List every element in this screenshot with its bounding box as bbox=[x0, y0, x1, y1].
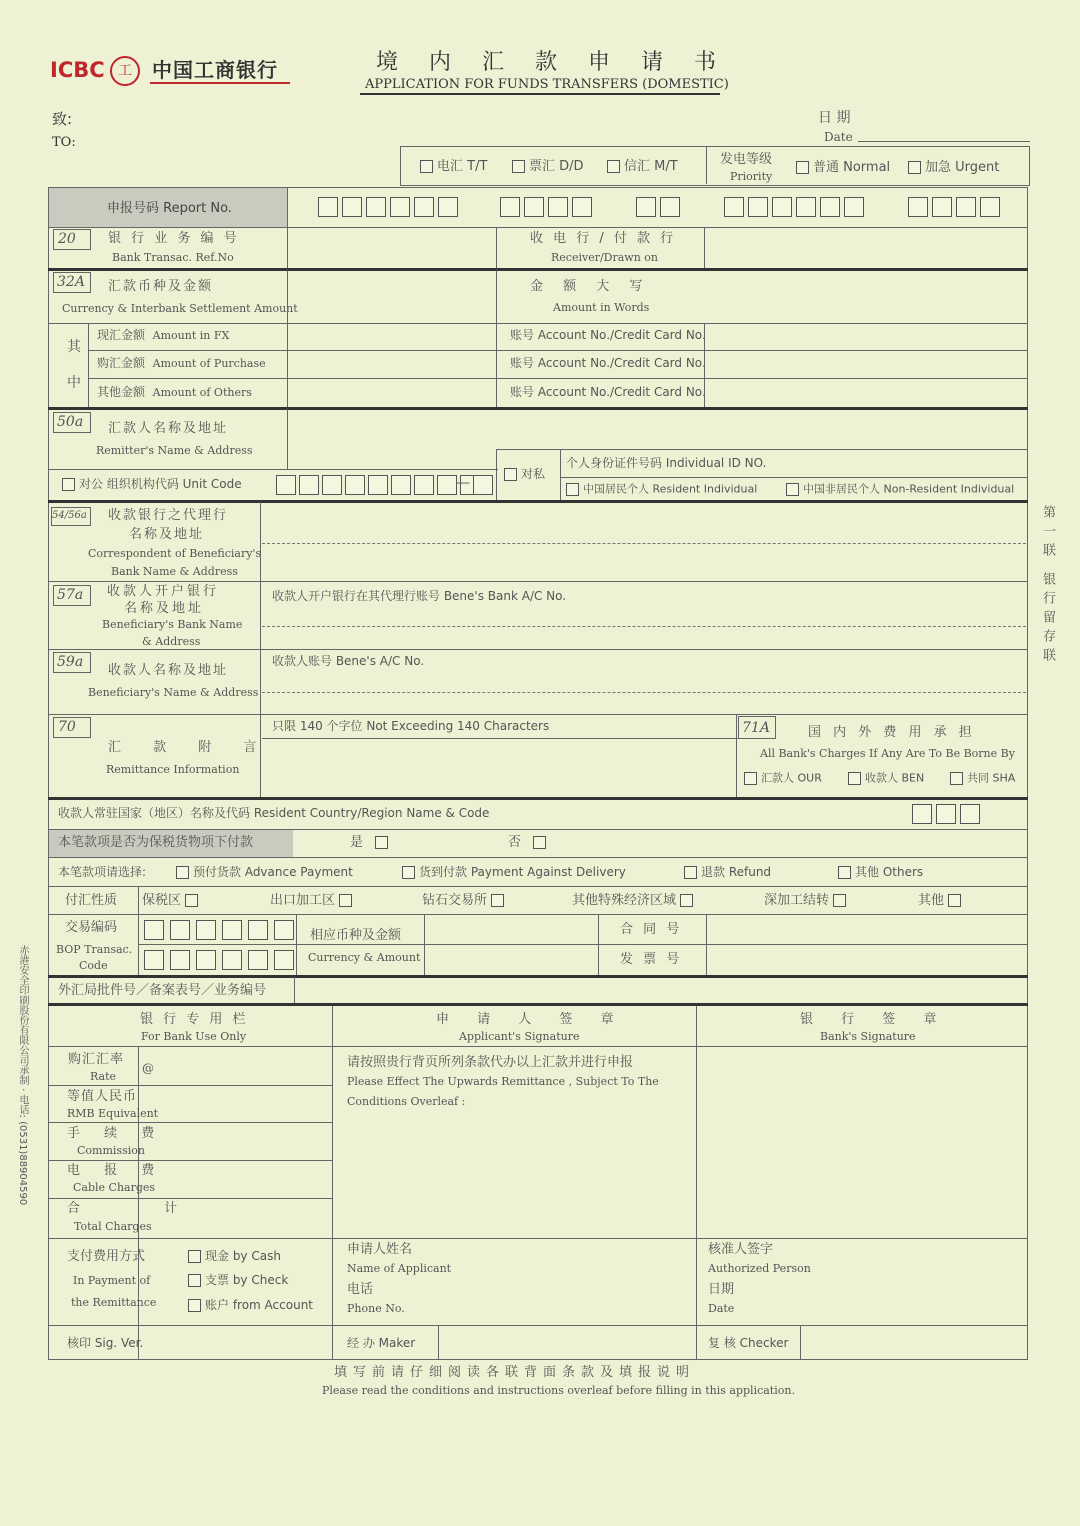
report-no-boxes-1[interactable] bbox=[318, 197, 458, 217]
sha-option[interactable]: 共同 SHA bbox=[950, 772, 1015, 785]
correspondent-label-zh-1: 收款银行之代理行 bbox=[108, 508, 229, 523]
remittance-nature-label: 付汇性质 bbox=[65, 893, 118, 908]
form-title-zh: 境 内 汇 款 申 请 书 bbox=[376, 50, 728, 75]
priority-label-en: Priority bbox=[730, 170, 773, 183]
account-checkbox[interactable] bbox=[188, 1299, 201, 1312]
total-charges-label-en: Total Charges bbox=[74, 1220, 152, 1233]
payment-method-label-en-2: the Remittance bbox=[71, 1296, 157, 1309]
bonded-zone-checkbox[interactable] bbox=[185, 894, 198, 907]
field-code-57a: 57a bbox=[57, 587, 84, 603]
diamond-checkbox[interactable] bbox=[491, 894, 504, 907]
bop-code-label-en-1: BOP Transac. bbox=[56, 943, 133, 956]
our-option[interactable]: 汇款人 OUR bbox=[744, 772, 822, 785]
bonded-goods-label: 本笔款项是否为保税货物项下付款 bbox=[58, 835, 254, 850]
commission-label-en: Commission bbox=[77, 1144, 145, 1157]
safe-approval-label: 外汇局批件号／备案表号／业务编号 bbox=[58, 983, 267, 998]
remitter-label-zh: 汇款人名称及地址 bbox=[108, 421, 229, 436]
refund-checkbox[interactable] bbox=[684, 866, 697, 879]
export-zone-checkbox[interactable] bbox=[339, 894, 352, 907]
icbc-logo-text: ICBC bbox=[50, 58, 105, 82]
to-label-zh: 致: bbox=[52, 110, 73, 128]
of-which-label-2: 中 bbox=[67, 375, 81, 391]
report-no-label: 申报号码 Report No. bbox=[107, 201, 232, 216]
bonded-yes-option[interactable]: 是 bbox=[350, 836, 392, 849]
bank-ref-label-en: Bank Transac. Ref.No bbox=[112, 251, 234, 264]
unit-code-boxes[interactable] bbox=[276, 475, 480, 495]
pay-by-cash-option[interactable]: 现金 by Cash bbox=[188, 1250, 281, 1263]
dd-checkbox[interactable] bbox=[512, 160, 525, 173]
account-no-label-1: 账号 Account No./Credit Card No. bbox=[510, 328, 706, 342]
bop-code-label-zh: 交易编码 bbox=[65, 920, 118, 935]
receiver-label-en: Receiver/Drawn on bbox=[551, 251, 659, 264]
purchase-amount-label: 购汇金额 Amount of Purchase bbox=[97, 356, 266, 370]
bonded-zone-option[interactable]: 保税区 bbox=[142, 894, 202, 907]
to-label-en: TO: bbox=[52, 135, 76, 150]
bene-bank-label-zh-2: 名称及地址 bbox=[124, 601, 205, 616]
currency-amount-label-en: Currency & Interbank Settlement Amount bbox=[62, 302, 298, 315]
sha-checkbox[interactable] bbox=[950, 772, 963, 785]
bank-sig-title-en: Bank's Signature bbox=[820, 1030, 916, 1043]
logo-underline bbox=[150, 82, 290, 84]
bene-bank-label-zh-1: 收款人开户银行 bbox=[107, 584, 220, 599]
bonded-no-checkbox[interactable] bbox=[533, 836, 546, 849]
nature-other-checkbox[interactable] bbox=[948, 894, 961, 907]
check-checkbox[interactable] bbox=[188, 1274, 201, 1287]
footer-note-en: Please read the conditions and instructions overleaf before filling in this application. bbox=[322, 1384, 795, 1397]
bank-name: 中国工商银行 bbox=[152, 58, 278, 82]
non-resident-option[interactable]: 中国非居民个人 Non-Resident Individual bbox=[786, 483, 1014, 496]
currency-amount-label-zh: 汇款币种及金额 bbox=[108, 279, 214, 294]
title-underline bbox=[360, 93, 720, 95]
nature-other-option[interactable]: 其他 bbox=[918, 894, 965, 907]
report-no-boxes-3[interactable] bbox=[636, 197, 680, 217]
icbc-logo-icon: 工 bbox=[110, 56, 140, 86]
bene-bank-account-label: 收款人开户银行在其代理行账号 Bene's Bank A/C No. bbox=[272, 589, 567, 603]
corporate-checkbox[interactable] bbox=[62, 478, 75, 491]
fx-amount-label: 现汇金额 Amount in FX bbox=[97, 328, 230, 342]
authorized-person-label-en: Authorized Person bbox=[708, 1262, 811, 1275]
remittance-info-label-zh: 汇 款 附 言 bbox=[108, 740, 271, 755]
applicant-sig-title-en: Applicant's Signature bbox=[459, 1030, 580, 1043]
others-amount-label: 其他金额 Amount of Others bbox=[97, 385, 252, 399]
date-line[interactable] bbox=[858, 141, 1030, 142]
priority-label-zh: 发电等级 bbox=[720, 152, 773, 167]
beneficiary-label-zh: 收款人名称及地址 bbox=[108, 663, 229, 678]
date-label-zh: 日 期 bbox=[818, 110, 851, 126]
normal-checkbox[interactable] bbox=[796, 161, 809, 174]
our-checkbox[interactable] bbox=[744, 772, 757, 785]
country-code-boxes[interactable] bbox=[912, 804, 980, 824]
phone-label-zh: 电话 bbox=[347, 1282, 374, 1297]
applicant-name-label-zh: 申请人姓名 bbox=[347, 1242, 413, 1257]
urgent-checkbox[interactable] bbox=[908, 161, 921, 174]
bop-code-boxes-2[interactable] bbox=[144, 950, 294, 970]
deep-processing-option[interactable]: 深加工结转 bbox=[764, 894, 850, 907]
bank-date-label-zh: 日期 bbox=[708, 1282, 735, 1297]
tt-checkbox[interactable] bbox=[420, 160, 433, 173]
field-code-50a: 50a bbox=[57, 414, 84, 430]
normal-option[interactable]: 普通 Normal bbox=[796, 161, 890, 174]
others-option[interactable]: 其他 Others bbox=[838, 866, 923, 879]
applicant-request-en-2: Conditions Overleaf : bbox=[347, 1095, 466, 1108]
pay-from-account-option[interactable]: 账户 from Account bbox=[188, 1299, 313, 1312]
beneficiary-label-en: Beneficiary's Name & Address bbox=[88, 686, 259, 699]
beneficiary-account-label: 收款人账号 Bene's A/C No. bbox=[272, 654, 425, 668]
report-no-boxes-2[interactable] bbox=[500, 197, 592, 217]
pay-by-check-option[interactable]: 支票 by Check bbox=[188, 1274, 288, 1287]
receiver-label-zh: 收 电 行 / 付 款 行 bbox=[530, 231, 677, 246]
mt-option[interactable]: 信汇 M/T bbox=[607, 160, 678, 173]
sig-ver-label: 核印 Sig. Ver. bbox=[67, 1336, 144, 1350]
field-code-71a: 71A bbox=[742, 720, 770, 736]
payment-method-label-zh: 支付费用方式 bbox=[67, 1249, 146, 1264]
field-code-20: 20 bbox=[58, 231, 76, 247]
correspondent-label-en-1: Correspondent of Beneficiary's bbox=[88, 547, 262, 560]
private-option[interactable]: 对私 bbox=[504, 468, 545, 481]
cable-charges-label-zh: 电 报 费 bbox=[67, 1163, 165, 1178]
bank-use-title-en: For Bank Use Only bbox=[141, 1030, 247, 1043]
mt-checkbox[interactable] bbox=[607, 160, 620, 173]
charges-label-en: All Bank's Charges If Any Are To Be Borne By bbox=[760, 747, 1015, 760]
bank-use-title-zh: 银 行 专 用 栏 bbox=[140, 1012, 249, 1027]
checker-label: 复 核 Checker bbox=[708, 1336, 789, 1350]
charges-label-zh: 国 内 外 费 用 承 担 bbox=[808, 725, 976, 740]
form-title-en: APPLICATION FOR FUNDS TRANSFERS (DOMESTIC) bbox=[365, 77, 729, 92]
payment-method-label-en-1: In Payment of bbox=[73, 1274, 151, 1287]
invoice-no-label: 发 票 号 bbox=[620, 952, 683, 967]
special-zone-checkbox[interactable] bbox=[680, 894, 693, 907]
bank-sig-title-zh: 银 行 签 章 bbox=[800, 1012, 949, 1027]
field-code-59a: 59a bbox=[57, 654, 84, 670]
cash-checkbox[interactable] bbox=[188, 1250, 201, 1263]
bop-currency-label-zh: 相应币种及金额 bbox=[310, 928, 402, 943]
of-which-label-1: 其 bbox=[67, 339, 81, 355]
export-zone-option[interactable]: 出口加工区 bbox=[270, 894, 356, 907]
unit-code-option[interactable]: 对公 组织机构代码 Unit Code bbox=[62, 478, 242, 491]
field-code-32a: 32A bbox=[57, 274, 85, 290]
account-no-label-2: 账号 Account No./Credit Card No. bbox=[510, 356, 706, 370]
total-charges-label-zh: 合 计 bbox=[67, 1201, 218, 1216]
deep-processing-checkbox[interactable] bbox=[833, 894, 846, 907]
date-label-en: Date bbox=[824, 130, 853, 144]
applicant-request-en-1: Please Effect The Upwards Remittance , Subject To The bbox=[347, 1075, 659, 1088]
applicant-name-label-en: Name of Applicant bbox=[347, 1262, 452, 1275]
private-checkbox[interactable] bbox=[504, 468, 517, 481]
special-zone-option[interactable]: 其他特殊经济区域 bbox=[572, 894, 697, 907]
bop-code-label-en-2: Code bbox=[79, 959, 108, 972]
bonded-yes-checkbox[interactable] bbox=[375, 836, 388, 849]
correspondent-label-en-2: Bank Name & Address bbox=[111, 565, 238, 578]
delivery-checkbox[interactable] bbox=[402, 866, 415, 879]
cable-charges-label-en: Cable Charges bbox=[73, 1181, 156, 1194]
applicant-sig-title-zh: 申 请 人 签 章 bbox=[436, 1012, 626, 1027]
payment-against-delivery-option[interactable]: 货到付款 Payment Against Delivery bbox=[402, 866, 626, 879]
bene-bank-label-en-1: Beneficiary's Bank Name bbox=[102, 618, 243, 631]
applicant-request-zh: 请按照贵行背页所列条款代办以上汇款并进行申报 bbox=[347, 1055, 634, 1070]
rate-at-sign: @ bbox=[142, 1061, 154, 1075]
phone-label-en: Phone No. bbox=[347, 1302, 405, 1315]
urgent-option[interactable]: 加急 Urgent bbox=[908, 161, 999, 174]
bop-currency-label-en: Currency & Amount bbox=[308, 951, 421, 964]
printer-info-vertical: 赤港安全印刷股份有限公司承制 · 电话: (0531)88904590 bbox=[17, 945, 28, 1206]
resident-option[interactable]: 中国居民个人 Resident Individual bbox=[566, 483, 757, 496]
unit-code-check-box[interactable] bbox=[473, 475, 493, 495]
advance-payment-option[interactable]: 预付货款 Advance Payment bbox=[176, 866, 353, 879]
bop-code-boxes-1[interactable] bbox=[144, 920, 294, 940]
field-code-54-56a: 54/56a bbox=[52, 510, 87, 521]
diamond-exchange-option[interactable]: 钻石交易所 bbox=[422, 894, 508, 907]
refund-option[interactable]: 退款 Refund bbox=[684, 866, 771, 879]
field-code-70: 70 bbox=[58, 719, 76, 735]
bank-ref-label-zh: 银 行 业 务 编 号 bbox=[108, 231, 240, 246]
rate-label-zh: 购汇汇率 bbox=[68, 1052, 125, 1067]
bonded-no-option[interactable]: 否 bbox=[508, 836, 550, 849]
rate-label-en: Rate bbox=[90, 1070, 117, 1083]
amount-words-label-en: Amount in Words bbox=[553, 301, 650, 314]
payment-type-label: 本笔款项请选择: bbox=[58, 865, 147, 879]
bank-date-label-en: Date bbox=[708, 1302, 735, 1315]
amount-words-label-zh: 金 额 大 写 bbox=[530, 279, 651, 294]
contract-no-label: 合 同 号 bbox=[620, 922, 683, 937]
report-no-boxes-5[interactable] bbox=[908, 197, 1000, 217]
ben-checkbox[interactable] bbox=[848, 772, 861, 785]
resident-checkbox[interactable] bbox=[566, 483, 579, 496]
account-no-label-3: 账号 Account No./Credit Card No. bbox=[510, 385, 706, 399]
non-resident-checkbox[interactable] bbox=[786, 483, 799, 496]
tt-option[interactable]: 电汇 T/T bbox=[420, 160, 487, 173]
authorized-person-label-zh: 核准人签字 bbox=[708, 1242, 774, 1257]
maker-label: 经 办 Maker bbox=[347, 1336, 416, 1350]
ben-option[interactable]: 收款人 BEN bbox=[848, 772, 924, 785]
correspondent-label-zh-2: 名称及地址 bbox=[129, 527, 205, 542]
copy-label-vertical: 第一联 银行留存联 bbox=[1040, 505, 1055, 668]
rmb-equivalent-label-en: RMB Equivalent bbox=[67, 1107, 159, 1120]
footer-note-zh: 填写前请仔细阅读各联背面条款及填报说明 bbox=[334, 1365, 696, 1380]
remitter-label-en: Remitter's Name & Address bbox=[96, 444, 253, 457]
char-limit-label: 只限 140 个字位 Not Exceeding 140 Characters bbox=[272, 719, 550, 733]
individual-id-label: 个人身份证件号码 Individual ID NO. bbox=[566, 456, 767, 470]
bene-bank-label-en-2: & Address bbox=[142, 635, 201, 648]
remittance-info-label-en: Remittance Information bbox=[106, 763, 240, 776]
others-checkbox[interactable] bbox=[838, 866, 851, 879]
report-no-boxes-4[interactable] bbox=[724, 197, 864, 217]
advance-checkbox[interactable] bbox=[176, 866, 189, 879]
dd-option[interactable]: 票汇 D/D bbox=[512, 160, 584, 173]
resident-country-label: 收款人常驻国家（地区）名称及代码 Resident Country/Region Name & Code bbox=[58, 806, 490, 820]
commission-label-zh: 手 续 费 bbox=[67, 1126, 165, 1141]
rmb-equivalent-label-zh: 等值人民币 bbox=[67, 1089, 138, 1104]
